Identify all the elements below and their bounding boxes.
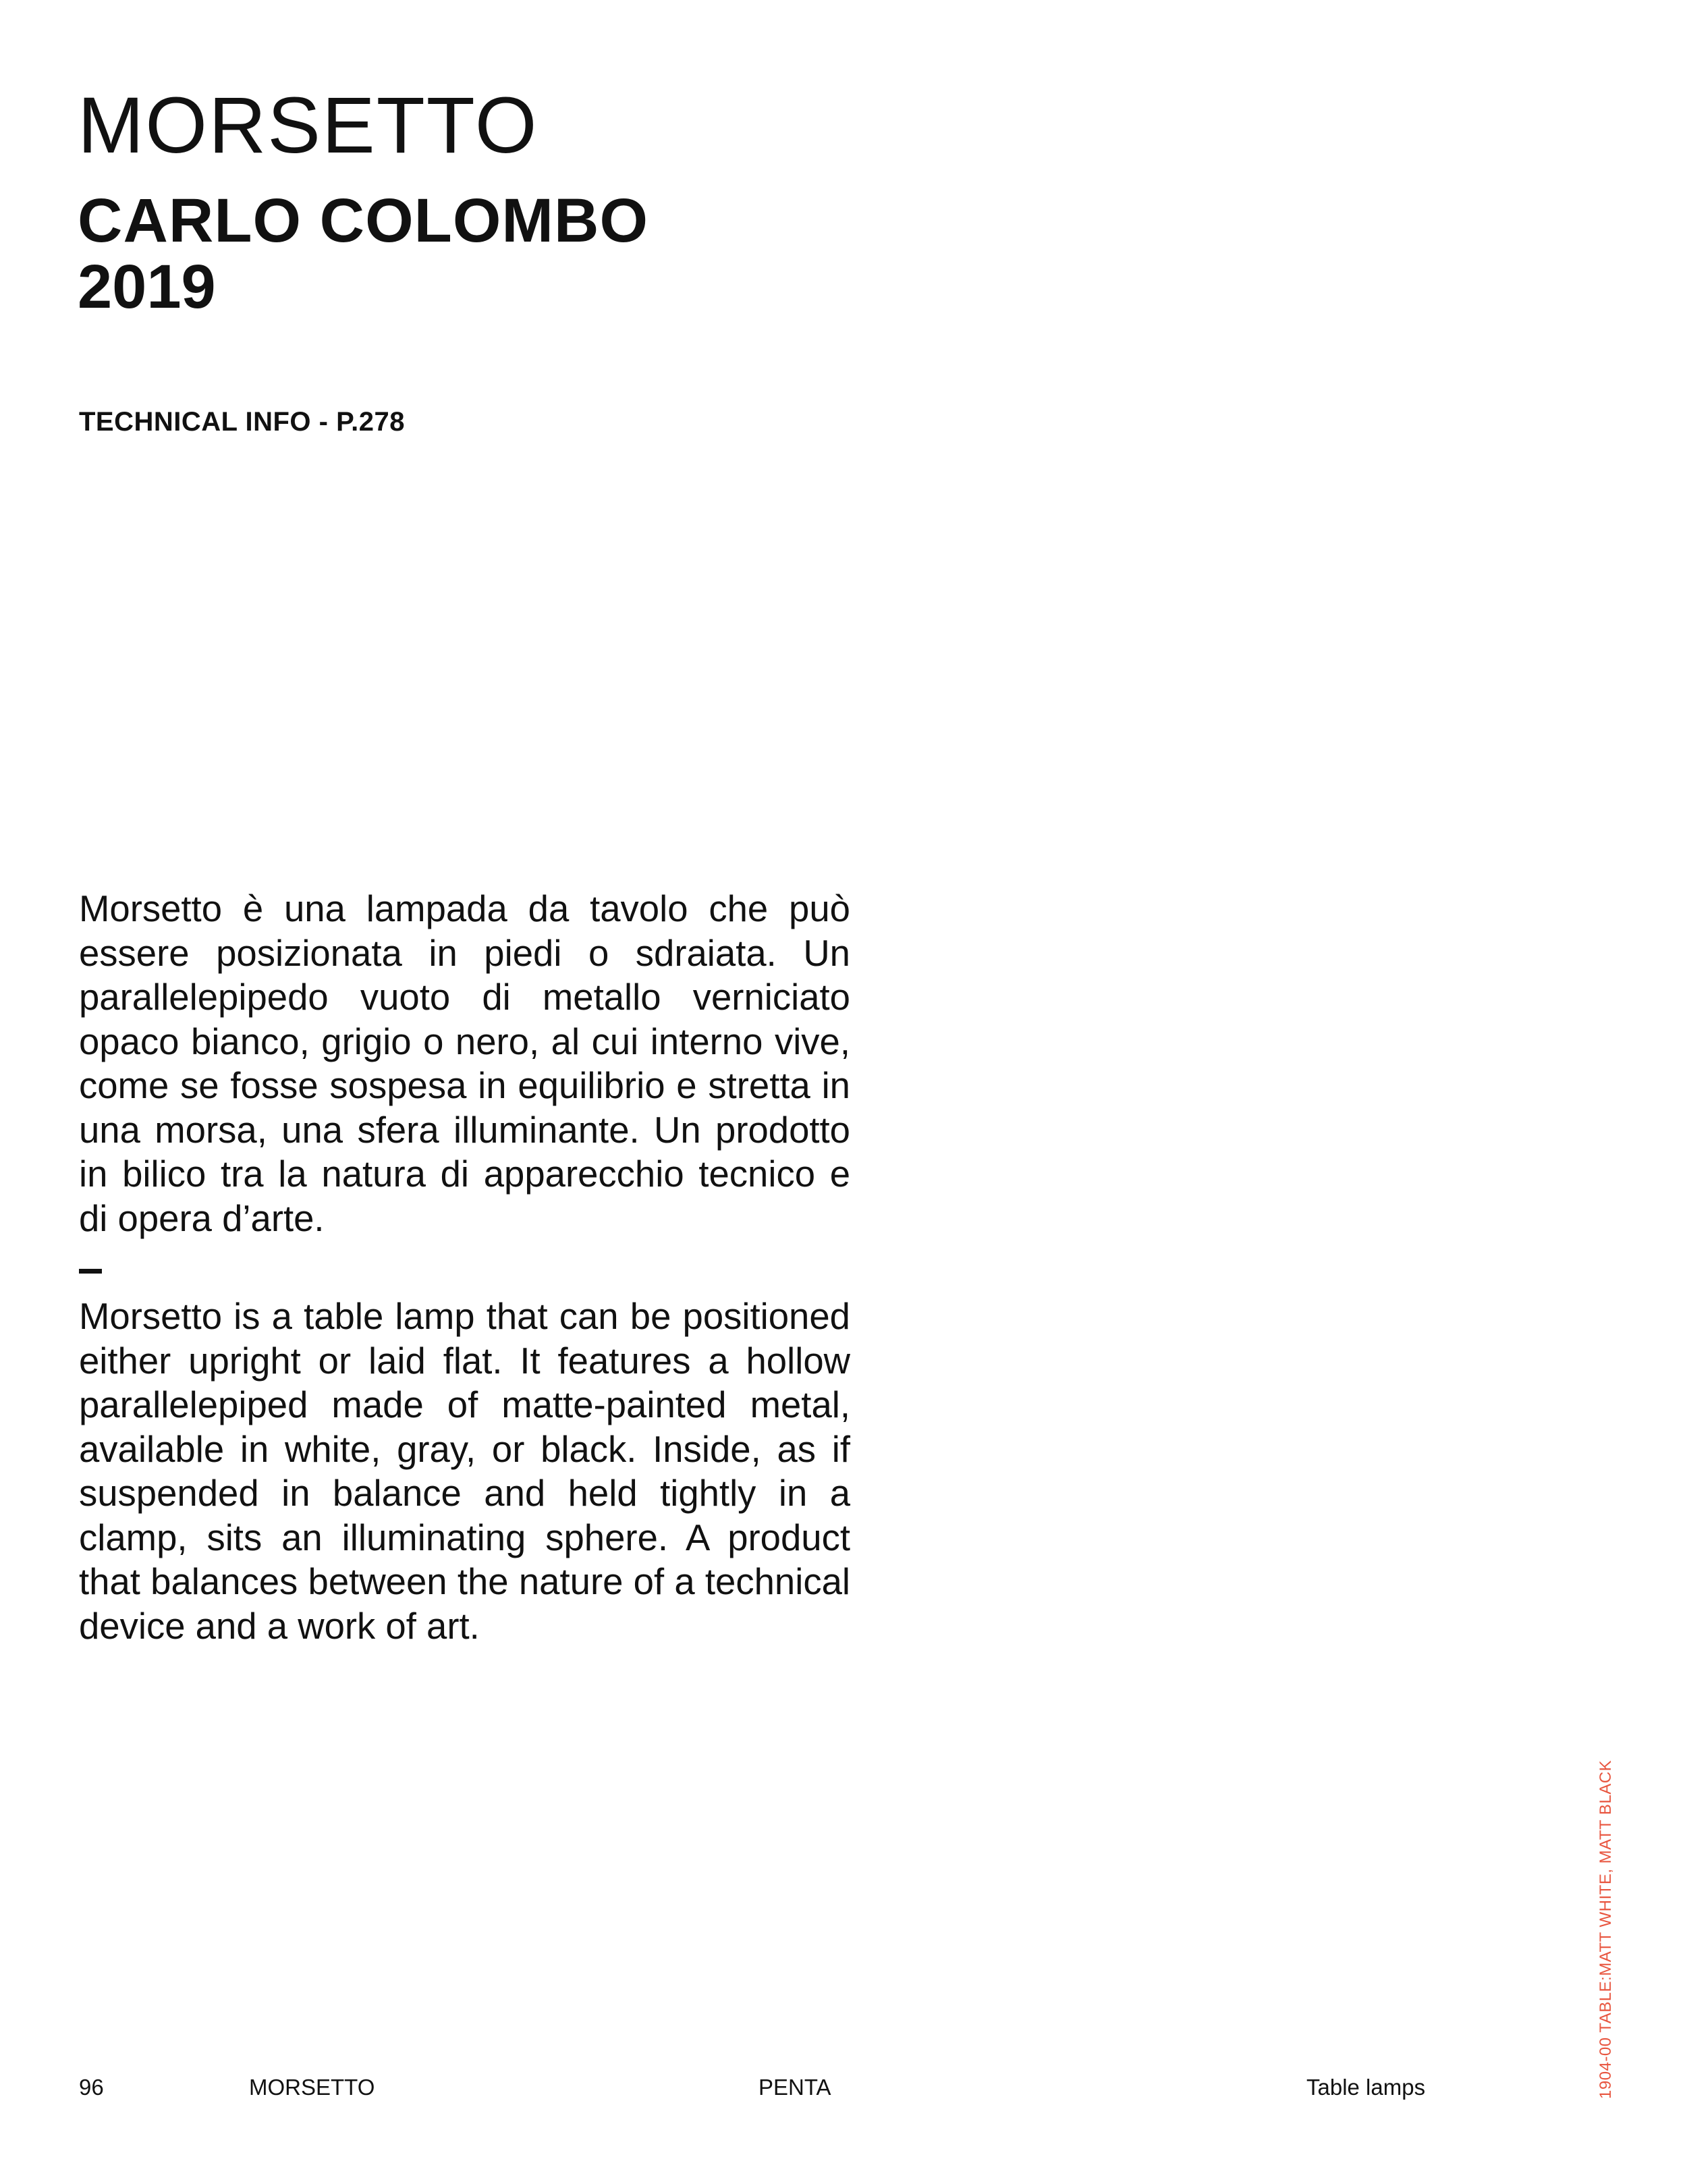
- photo-caption-vertical: 1904-00 TABLE:MATT WHITE, MATT BLACK: [1597, 1759, 1615, 2099]
- product-title: MORSETTO: [78, 81, 538, 170]
- description-italian: Morsetto è una lampada da tavolo che può essere posizionata in piedi o sdraiata. Un parallelepipedo vuoto di metallo verniciato opaco bianco, grigio o nero, al cui interno vive, come se fosse sospesa in equilibrio e stretta in una morsa, una sfera illuminante. Un prodotto in bilico tra la natura di apparecchio tecnico e di opera d’arte.: [79, 888, 850, 1239]
- footer-product-name: MORSETTO: [249, 2075, 375, 2100]
- footer-brand: PENTA: [758, 2075, 831, 2100]
- design-year: 2019: [78, 252, 216, 321]
- technical-info-reference: TECHNICAL INFO - P.278: [79, 407, 405, 437]
- language-separator: [79, 1269, 102, 1274]
- description-english: Morsetto is a table lamp that can be positioned either upright or laid flat. It features a hollow parallelepiped made of matte-painted metal, available in white, gray, or black. Inside, as if suspended in balance and held tightly in a clamp, sits an illuminating sphere. A product that balances between the nature of a technical device and a work of art.: [79, 1296, 850, 1647]
- designer-name: CARLO COLOMBO: [78, 186, 649, 255]
- footer-category: Table lamps: [1306, 2075, 1426, 2100]
- page-number: 96: [79, 2075, 104, 2100]
